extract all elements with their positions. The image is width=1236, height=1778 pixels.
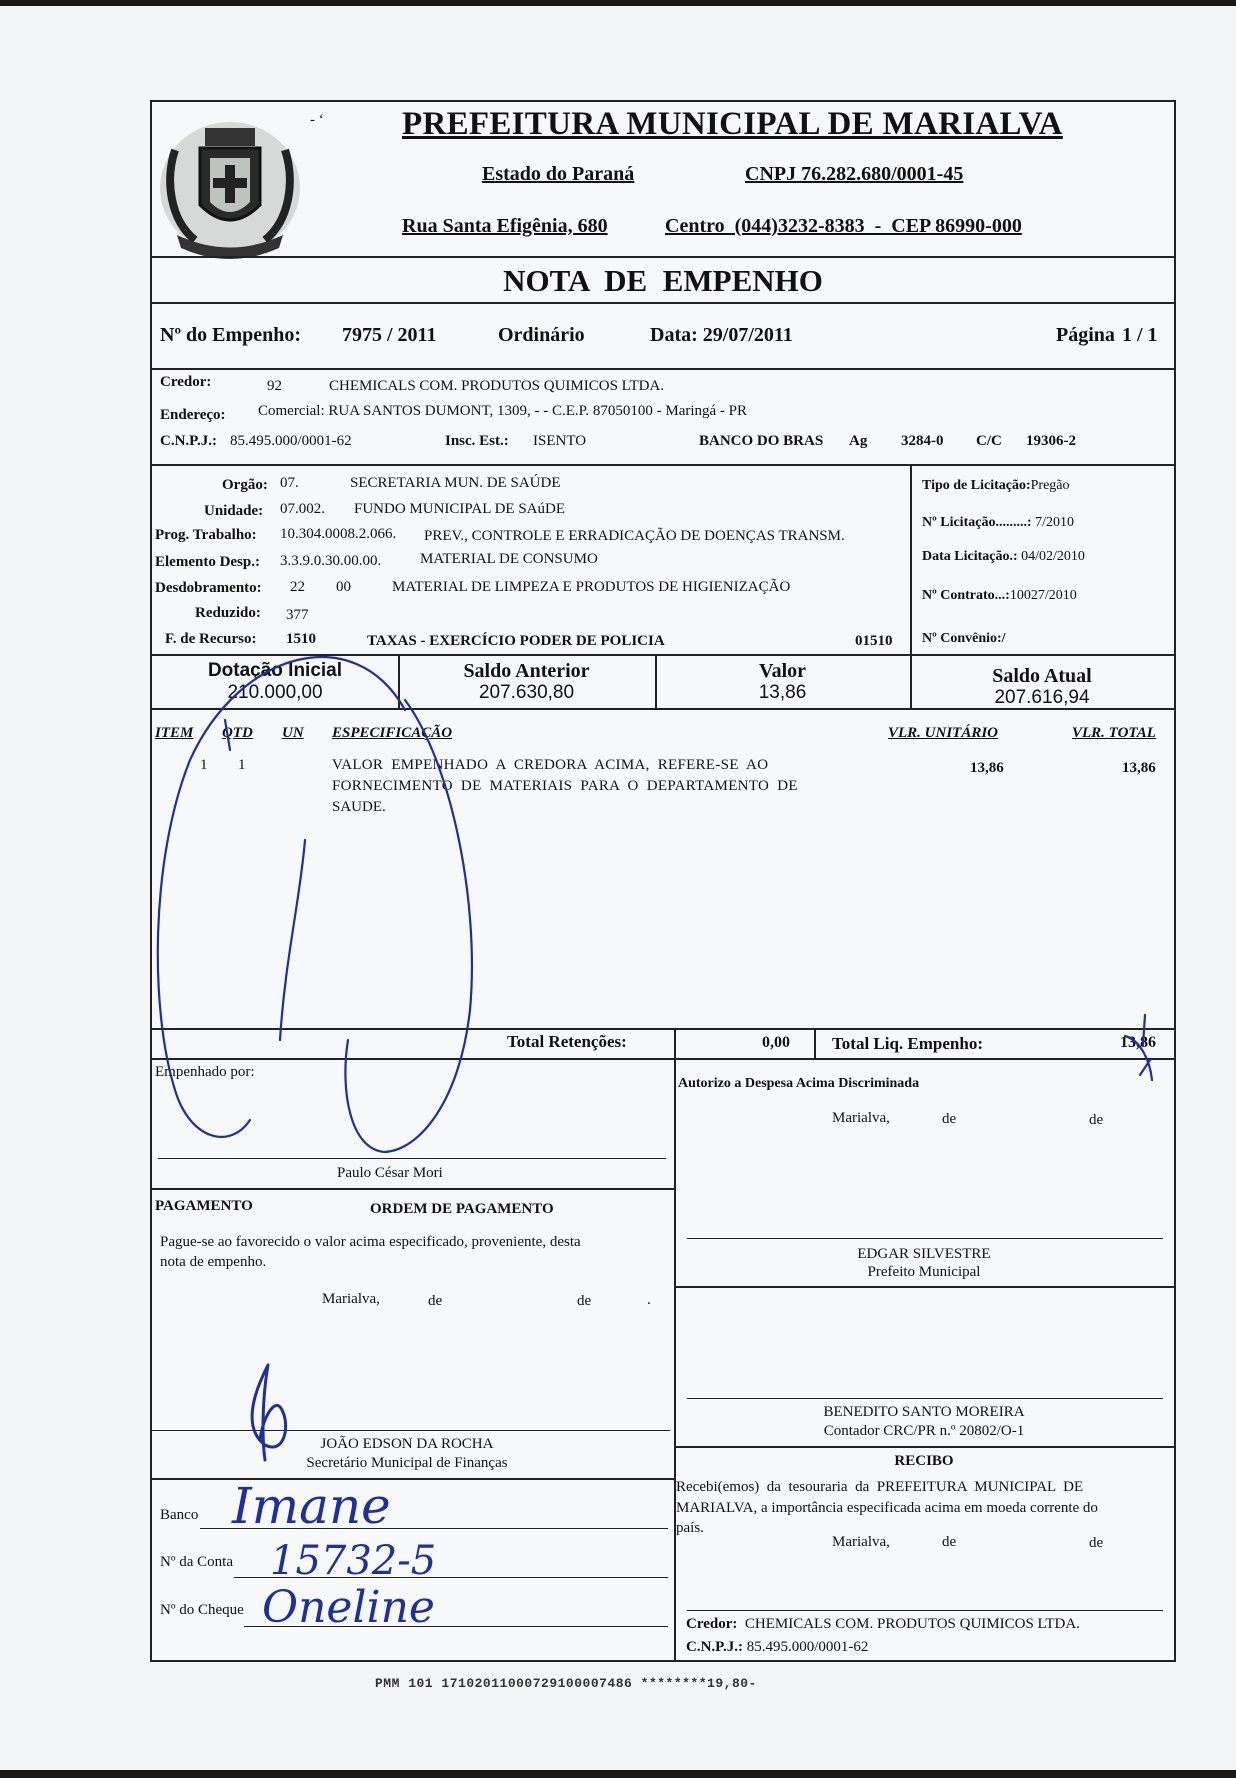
credor-label: Credor: [160,374,212,390]
autorizo-de: de [942,1111,957,1127]
cheque-handwritten: Oneline [262,1582,435,1633]
signature-line [687,1238,1163,1239]
divider [814,1028,816,1058]
pagamento-de: de [428,1293,443,1309]
fonte-code: 01510 [855,633,893,649]
empenhado-por-label: Empenhado por: [155,1064,255,1080]
signature-line [158,1158,666,1159]
divider [152,1188,674,1190]
item-spec-line: FORNECIMENTO DE MATERIAIS PARA O DEPARTAMENTO DE [332,778,798,794]
pague-text-line: nota de empenho. [160,1254,267,1270]
ordem-pagamento-title: ORDEM DE PAGAMENTO [370,1201,554,1217]
account-label: C/C [976,433,1002,449]
item-total-value: 13,86 [1122,760,1156,776]
document-title: NOTA DE EMPENHO [503,263,823,298]
signature-line [152,1430,670,1431]
elemento-label: Elemento Desp.: [155,554,260,570]
numero-convenio: Nº Convênio:/ [922,631,1006,646]
orgao-value: 07. [280,475,299,491]
divider [674,1286,1174,1288]
divider [674,1028,676,1058]
insc-label: Insc. Est.: [445,433,509,449]
cnpj-value: 85.495.000/0001-62 [230,433,352,449]
unidade-label: Unidade: [204,503,264,519]
numero-licitacao: Nº Licitação.........: 7/2010 [922,515,1074,530]
desdobramento-sub: 00 [336,579,351,595]
credor-name: CHEMICALS COM. PRODUTOS QUIMICOS LTDA. [329,378,665,394]
total-retencoes-label: Total Retenções: [507,1032,627,1051]
total-liquido-label: Total Liq. Empenho: [832,1034,983,1053]
dot-mark: . [647,1292,651,1308]
prog-label: Prog. Trabalho: [155,527,257,543]
finance-secretary-title: Secretário Municipal de Finanças [306,1455,508,1471]
divider [152,708,1174,710]
recibo-text-line: MARIALVA, a importância especificada acima em moeda corrente do [676,1500,1098,1516]
valor-label: Valor [758,660,807,682]
recibo-cnpj: C.N.P.J.: 85.495.000/0001-62 [686,1639,869,1655]
divider [674,1446,1174,1448]
col-especificacao: ESPECIFICAÇÃO [332,725,453,741]
empenho-date: Data: 29/07/2011 [650,324,793,346]
account-value: 19306-2 [1026,433,1076,449]
divider [152,1478,674,1480]
autorizo-de: de [1089,1112,1104,1128]
desdobramento-label: Desdobramento: [155,580,262,596]
desdobramento-name: MATERIAL DE LIMPEZA E PRODUTOS DE HIGIENIZAÇÃO [392,579,791,595]
divider [152,256,1174,258]
agency-label: Ag [849,433,868,449]
empenhado-por-name: Paulo César Mori [337,1165,443,1181]
cnpj-label: C.N.P.J.: [160,433,217,449]
header-state: Estado do Paraná [482,163,635,185]
valor-value: 13,86 [758,682,807,703]
divider [910,464,912,654]
orgao-label: Orgão: [222,477,268,493]
reduzido-label: Reduzido: [195,605,261,621]
recibo-de: de [942,1534,957,1550]
signature-line [687,1398,1163,1399]
orgao-name: SECRETARIA MUN. DE SAÚDE [350,475,561,491]
cheque-label: Nº do Cheque [160,1602,244,1618]
col-qtd: QTD [222,725,253,741]
scan-top-border [0,0,1236,6]
header-cnpj: CNPJ 76.282.680/0001-45 [745,163,964,185]
credor-code: 92 [267,378,282,394]
agency-value: 3284-0 [901,433,944,449]
divider [152,368,1174,370]
endereco-label: Endereço: [160,407,226,423]
item-unit-value: 13,86 [970,760,1004,776]
barcode-line: PMM 101 17102011000729100007486 ********19,80- [375,1676,757,1691]
page-title: PREFEITURA MUNICIPAL DE MARIALVA [402,106,1063,142]
endereco-value: Comercial: RUA SANTOS DUMONT, 1309, - - C.E.P. 87050100 - Maringá - PR [258,403,748,419]
dotacao-label: Dotação Inicial [207,660,343,681]
total-liquido-value: 13,86 [1120,1034,1156,1051]
data-licitacao: Data Licitação.: 04/02/2010 [922,549,1085,564]
page-label: Página [1056,324,1115,346]
saldo-atual-value: 207.616,94 [994,687,1090,708]
divider [152,1058,1174,1060]
elemento-name: MATERIAL DE CONSUMO [420,551,598,567]
empenho-number: 7975 / 2011 [342,324,437,346]
prog-name: PREV., CONTROLE E ERRADICAÇÃO DE DOENÇAS TRANSM. [424,528,845,544]
empenho-number-label: Nº do Empenho: [160,324,302,346]
col-un: UN [282,725,304,741]
conta-handwritten: 15732-5 [270,1538,437,1584]
item-spec-line: SAUDE. [332,799,386,815]
pagamento-label: PAGAMENTO [155,1198,253,1214]
scan-bottom-border [0,1770,1236,1778]
divider [152,302,1174,304]
pagamento-place: Marialva, [322,1291,380,1307]
prog-value: 10.304.0008.2.066. [280,526,397,542]
autorizo-text: Autorizo a Despesa Acima Discriminada [678,1076,920,1091]
saldo-atual-label: Saldo Atual [992,665,1092,687]
tipo-licitacao: Tipo de Licitação:Pregão [922,478,1070,493]
pague-text-line: Pague-se ao favorecido o valor acima especificado, proveniente, desta [160,1234,581,1250]
fonte-name: TAXAS - EXERCÍCIO PODER DE POLICIA [367,633,665,649]
seal-mark: - ‘ [310,112,324,128]
accountant-name: BENEDITO SANTO MOREIRA [823,1404,1025,1420]
header-address: Rua Santa Efigênia, 680 [402,215,608,237]
banco-label: Banco [160,1507,199,1523]
col-vlr-total: VLR. TOTAL [1072,725,1156,741]
accountant-title: Contador CRC/PR n.º 20802/O-1 [823,1423,1025,1439]
numero-contrato: Nº Contrato...:10027/2010 [922,588,1077,603]
banco-handwritten: Imane [232,1477,391,1535]
mayor-title: Prefeito Municipal [867,1264,981,1280]
item-spec-line: VALOR EMPENHADO A CREDORA ACIMA, REFERE-SE AO [332,757,769,773]
item-number: 1 [200,757,208,773]
unidade-name: FUNDO MUNICIPAL DE SAúDE [354,501,565,517]
recibo-place: Marialva, [832,1534,890,1550]
autorizo-place: Marialva, [832,1110,890,1126]
municipal-coat-of-arms-icon [155,110,305,260]
bank-name: BANCO DO BRAS [699,433,824,449]
recibo-text-line: país. [676,1520,704,1536]
insc-value: ISENTO [533,433,587,449]
signature-line [687,1610,1163,1611]
reduzido-value: 377 [286,607,309,623]
pagamento-de: de [577,1293,592,1309]
divider [152,654,1174,656]
item-qtd: 1 [238,757,246,773]
nota-de-empenho-form [150,100,1176,1662]
page-number: 1 / 1 [1122,324,1158,346]
desdobramento-value: 22 [290,579,305,595]
conta-label: Nº da Conta [160,1554,233,1570]
recibo-credor: Credor: CHEMICALS COM. PRODUTOS QUIMICOS LTDA. [686,1616,1080,1632]
finance-secretary-name: JOÃO EDSON DA ROCHA [320,1436,494,1452]
recibo-de: de [1089,1535,1104,1551]
total-retencoes-value: 0,00 [762,1034,790,1051]
elemento-value: 3.3.9.0.30.00.00. [280,553,382,569]
recibo-title: RECIBO [894,1453,954,1469]
empenho-type: Ordinário [498,324,585,346]
col-item: ITEM [155,725,194,741]
unidade-value: 07.002. [280,501,325,517]
divider [674,1058,676,1660]
divider [152,464,1174,466]
header-contact: Centro (044)3232-8383 - CEP 86990-000 [665,215,1022,237]
mayor-name: EDGAR SILVESTRE [857,1246,991,1262]
recibo-text-line: Recebi(emos) da tesouraria da PREFEITURA MUNICIPAL DE [676,1479,1084,1495]
fonte-label: F. de Recurso: [165,631,257,647]
col-vlr-unitario: VLR. UNITÁRIO [888,725,999,741]
saldo-anterior-value: 207.630,80 [478,682,575,703]
divider [152,1028,1174,1030]
fonte-value: 1510 [286,631,316,647]
saldo-anterior-label: Saldo Anterior [463,660,590,682]
dotacao-value: 210.000,00 [227,682,323,703]
